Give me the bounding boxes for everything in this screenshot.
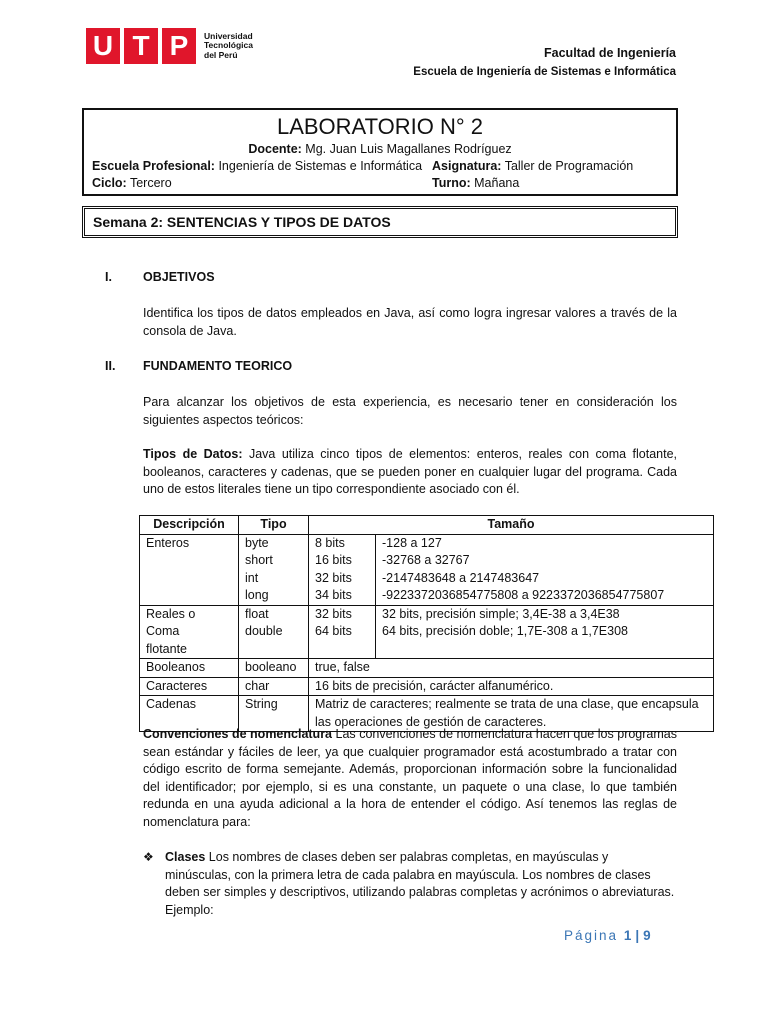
logo-text: Universidad Tecnológica del Perú <box>204 30 253 60</box>
tipos-de-datos-paragraph: Tipos de Datos: Java utiliza cinco tipos de elementos: enteros, reales con coma flotante, booleanos, caracteres y cadenas, que se pueden poner en cualquier lugar del programa. Cada uno de estos literales tiene un tipo correspondiente asociado con él. <box>143 447 678 496</box>
data-types-table <box>139 515 714 732</box>
fundamento-intro: Para alcanzar los objetivos de esta experiencia, es necesario tener en consideración los siguientes aspectos teóricos: <box>143 395 677 427</box>
utp-logo <box>86 28 253 64</box>
table-header-row <box>140 516 714 535</box>
lab-row-1 <box>92 159 668 173</box>
table-row: Reales o Coma flotante float double 32 bits 64 bits 32 bits, precisión simple; 3,4E-38 a 3,4E38 64 bits, precisión doble; 1,7E-308 a 1,7E308 <box>140 605 714 659</box>
table-row: Cadenas String Matriz de caracteres; realmente se trata de una clase, que encapsula las operaciones de gestión de caracteres. <box>140 696 714 732</box>
faculty-name: Facultad de Ingeniería <box>544 46 676 60</box>
escuela-field: Escuela Profesional: Ingeniería de Sistemas e Informática <box>92 159 423 173</box>
week-title-box <box>82 206 678 238</box>
header-tamano: Tamaño <box>309 516 714 535</box>
docente-line: Docente: Mg. Juan Luis Magallanes Rodríguez <box>248 142 512 156</box>
objetivos-text: Identifica los tipos de datos empleados en Java, así como logra ingresar valores a través de la consola de Java. <box>143 306 677 338</box>
turno-field: Turno: Mañana <box>432 176 520 190</box>
logo-letter-t: T <box>124 28 158 64</box>
page-total: 9 <box>643 928 651 943</box>
header-tipo: Tipo <box>239 516 309 535</box>
week-title: Semana 2: SENTENCIAS Y TIPOS DE DATOS <box>93 214 391 230</box>
logo-letter-u: U <box>86 28 120 64</box>
page-footer: Página 1 | 9 <box>564 928 651 943</box>
ciclo-field: Ciclo: Tercero <box>92 176 172 190</box>
section-fundamento-heading: II. FUNDAMENTO TEORICO <box>105 359 293 373</box>
page-label: Página <box>564 928 619 943</box>
convenciones-paragraph: Convenciones de nomenclatura Las convenciones de nomenclatura hacen que los programas sean estándar y fáciles de leer, ya que cualquier programador está acostumbrado a tratar con código escrito de forma semejante. Además, proporcionan información sobre la funcionalidad del identificador; por ejemplo, si es una constante, un paquete o una clase, lo que también redunda en una ayuda adicional a la hora de entender el código. Así tenemos las reglas de nomenclatura para: <box>143 727 677 829</box>
table-row: Caracteres char 16 bits de precisión, carácter alfanumérico. <box>140 677 714 696</box>
lab-title: LABORATORIO N° 2 <box>276 114 484 139</box>
clases-bullet: ❖ Clases Los nombres de clases deben ser palabras completas, en mayúsculas y minúsculas, con la primera letra de cada palabra en mayúscula. Los nombres de clases deben ser simples y descriptivos, utilizando palabras completas y acrónimos o abreviaturas. Ejemplo: <box>143 849 677 919</box>
logo-letter-p: P <box>162 28 196 64</box>
page-number: 1 <box>623 928 632 943</box>
page-header <box>413 46 676 78</box>
diamond-bullet-icon: ❖ <box>143 850 154 864</box>
lab-row-2 <box>92 176 668 190</box>
section-objetivos-heading: I. OBJETIVOS <box>105 270 215 284</box>
school-name: Escuela de Ingeniería de Sistemas e Informática <box>413 66 676 78</box>
header-descripcion: Descripción <box>140 516 239 535</box>
lab-info-box <box>82 108 678 196</box>
table-row: Enteros byte short int long 8 bits 16 bits 32 bits 34 bits -128 a 127 -32768 a 32767 -2147483648 a 2147483647 -9223372036854775808 a 9223372036854775807 <box>140 534 714 605</box>
asignatura-field: Asignatura: Taller de Programación <box>432 159 634 173</box>
table-row: Booleanos booleano true, false <box>140 659 714 678</box>
